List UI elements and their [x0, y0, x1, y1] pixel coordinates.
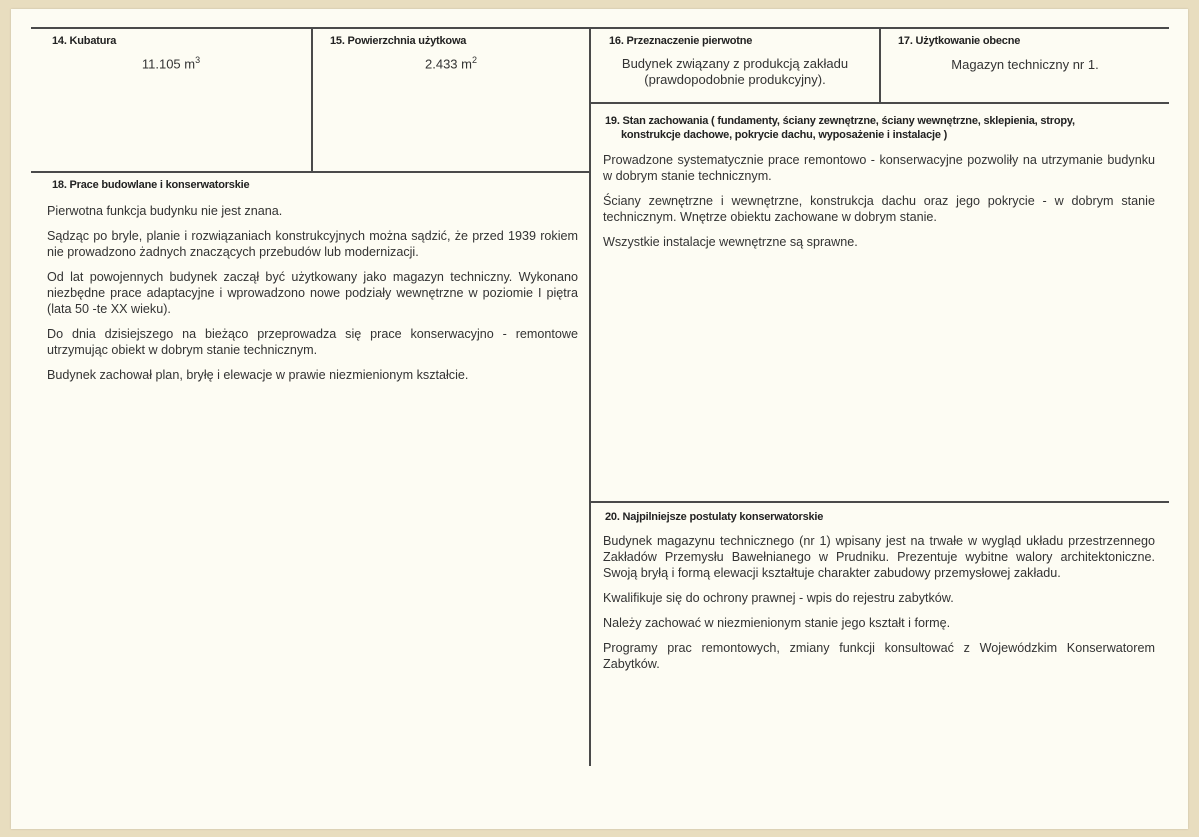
center-divider	[589, 27, 591, 766]
kubatura-number: 11.105 m	[141, 56, 196, 72]
line-above-20	[589, 501, 1169, 503]
przeznaczenie-line2: (prawdopodobnie produkcyjny).	[644, 72, 826, 87]
stan-paragraph: Prowadzone systematycznie prace remontowo - konserwacyjne pozwoliły na utrzymanie budynku w dobrym stanie technicznym.	[603, 153, 1155, 183]
stan-paragraph: Ściany zewnętrzne i wewnętrzne, konstrukcja dachu oraz jego pokrycie - w dobrym stanie technicznym. Wnętrze obiektu zachowane w dobrym stanie.	[603, 194, 1155, 224]
kubatura-exponent: 3	[195, 55, 201, 65]
prace-paragraph: Od lat powojennych budynek zaczął być użytkowany jako magazyn techniczny. Wykonano niezbędne prace adaptacyjne i wprowadzono nowe podziały wewnętrzne w poziomie I piętra (lata 50 -te XX wieku).	[47, 270, 578, 316]
postulaty-paragraph: Należy zachować w niezmienionym stanie jego kształt i formę.	[603, 616, 951, 630]
powierzchnia-exponent: 2	[471, 55, 477, 65]
prace-paragraph: Pierwotna funkcja budynku nie jest znana.	[47, 204, 283, 218]
prace-paragraph: Do dnia dzisiejszego na bieżąco przeprowadza się prace konserwacyjno - remontowe utrzymując obiekt w dobrym stanie technicznym.	[47, 327, 578, 357]
przeznaczenie-title: 16. Przeznaczenie pierwotne	[609, 35, 753, 47]
uzytkowanie-value: Magazyn techniczny nr 1.	[951, 57, 1099, 72]
uzytkowanie-title: 17. Użytkowanie obecne	[898, 35, 1021, 47]
divider-14-15	[311, 27, 313, 173]
powierzchnia-title: 15. Powierzchnia użytkowa	[330, 35, 467, 47]
line-under-16-17	[589, 102, 1169, 104]
przeznaczenie-value	[591, 56, 879, 88]
top-border	[31, 27, 1169, 29]
prace-paragraph: Budynek zachował plan, bryłę i elewacje w prawie niezmienionym kształcie.	[47, 368, 469, 382]
powierzchnia-number: 2.433 m	[425, 56, 472, 72]
stan-paragraph: Wszystkie instalacje wewnętrzne są sprawne.	[603, 235, 858, 249]
przeznaczenie-line1: Budynek związany z produkcją zakładu	[621, 56, 849, 71]
kubatura-value	[32, 55, 310, 71]
postulaty-body	[603, 533, 1155, 681]
postulaty-paragraph: Programy prac remontowych, zmiany funkcji konsultować z Wojewódzkim Konserwatorem Zabytków.	[603, 641, 1155, 671]
stan-title-line2: konstrukcje dachowe, pokrycie dachu, wyposażenie i instalacje )	[621, 129, 948, 141]
prace-title: 18. Prace budowlane i konserwatorskie	[52, 179, 250, 191]
stan-title	[605, 114, 1165, 142]
powierzchnia-value	[313, 55, 589, 71]
prace-body	[47, 203, 578, 392]
prace-paragraph: Sądząc po bryle, planie i rozwiązaniach konstrukcyjnych można sądzić, że przed 1939 rokiem nie prowadzono żadnych znaczących przebudów lub modernizacji.	[47, 229, 578, 259]
stan-body	[603, 152, 1155, 259]
stan-title-line1: 19. Stan zachowania ( fundamenty, ściany zewnętrzne, ściany wewnętrzne, sklepienia, stropy,	[605, 115, 1075, 127]
postulaty-paragraph: Kwalifikuje się do ochrony prawnej - wpis do rejestru zabytków.	[603, 591, 954, 605]
line-under-14-15	[31, 171, 591, 173]
postulaty-title: 20. Najpilniejsze postulaty konserwatorskie	[605, 511, 824, 523]
postulaty-paragraph: Budynek magazynu technicznego (nr 1) wpisany jest na trwałe w wygląd układu przestrzennego Zakładów Przemysłu Bawełnianego w Prudniku. Prezentuje wybitne walory architektoniczne. Swoją bryłą i formą elewacji kształtuje charakter zabudowy przemysłowej zakładu.	[603, 534, 1155, 580]
kubatura-title: 14. Kubatura	[52, 35, 117, 47]
